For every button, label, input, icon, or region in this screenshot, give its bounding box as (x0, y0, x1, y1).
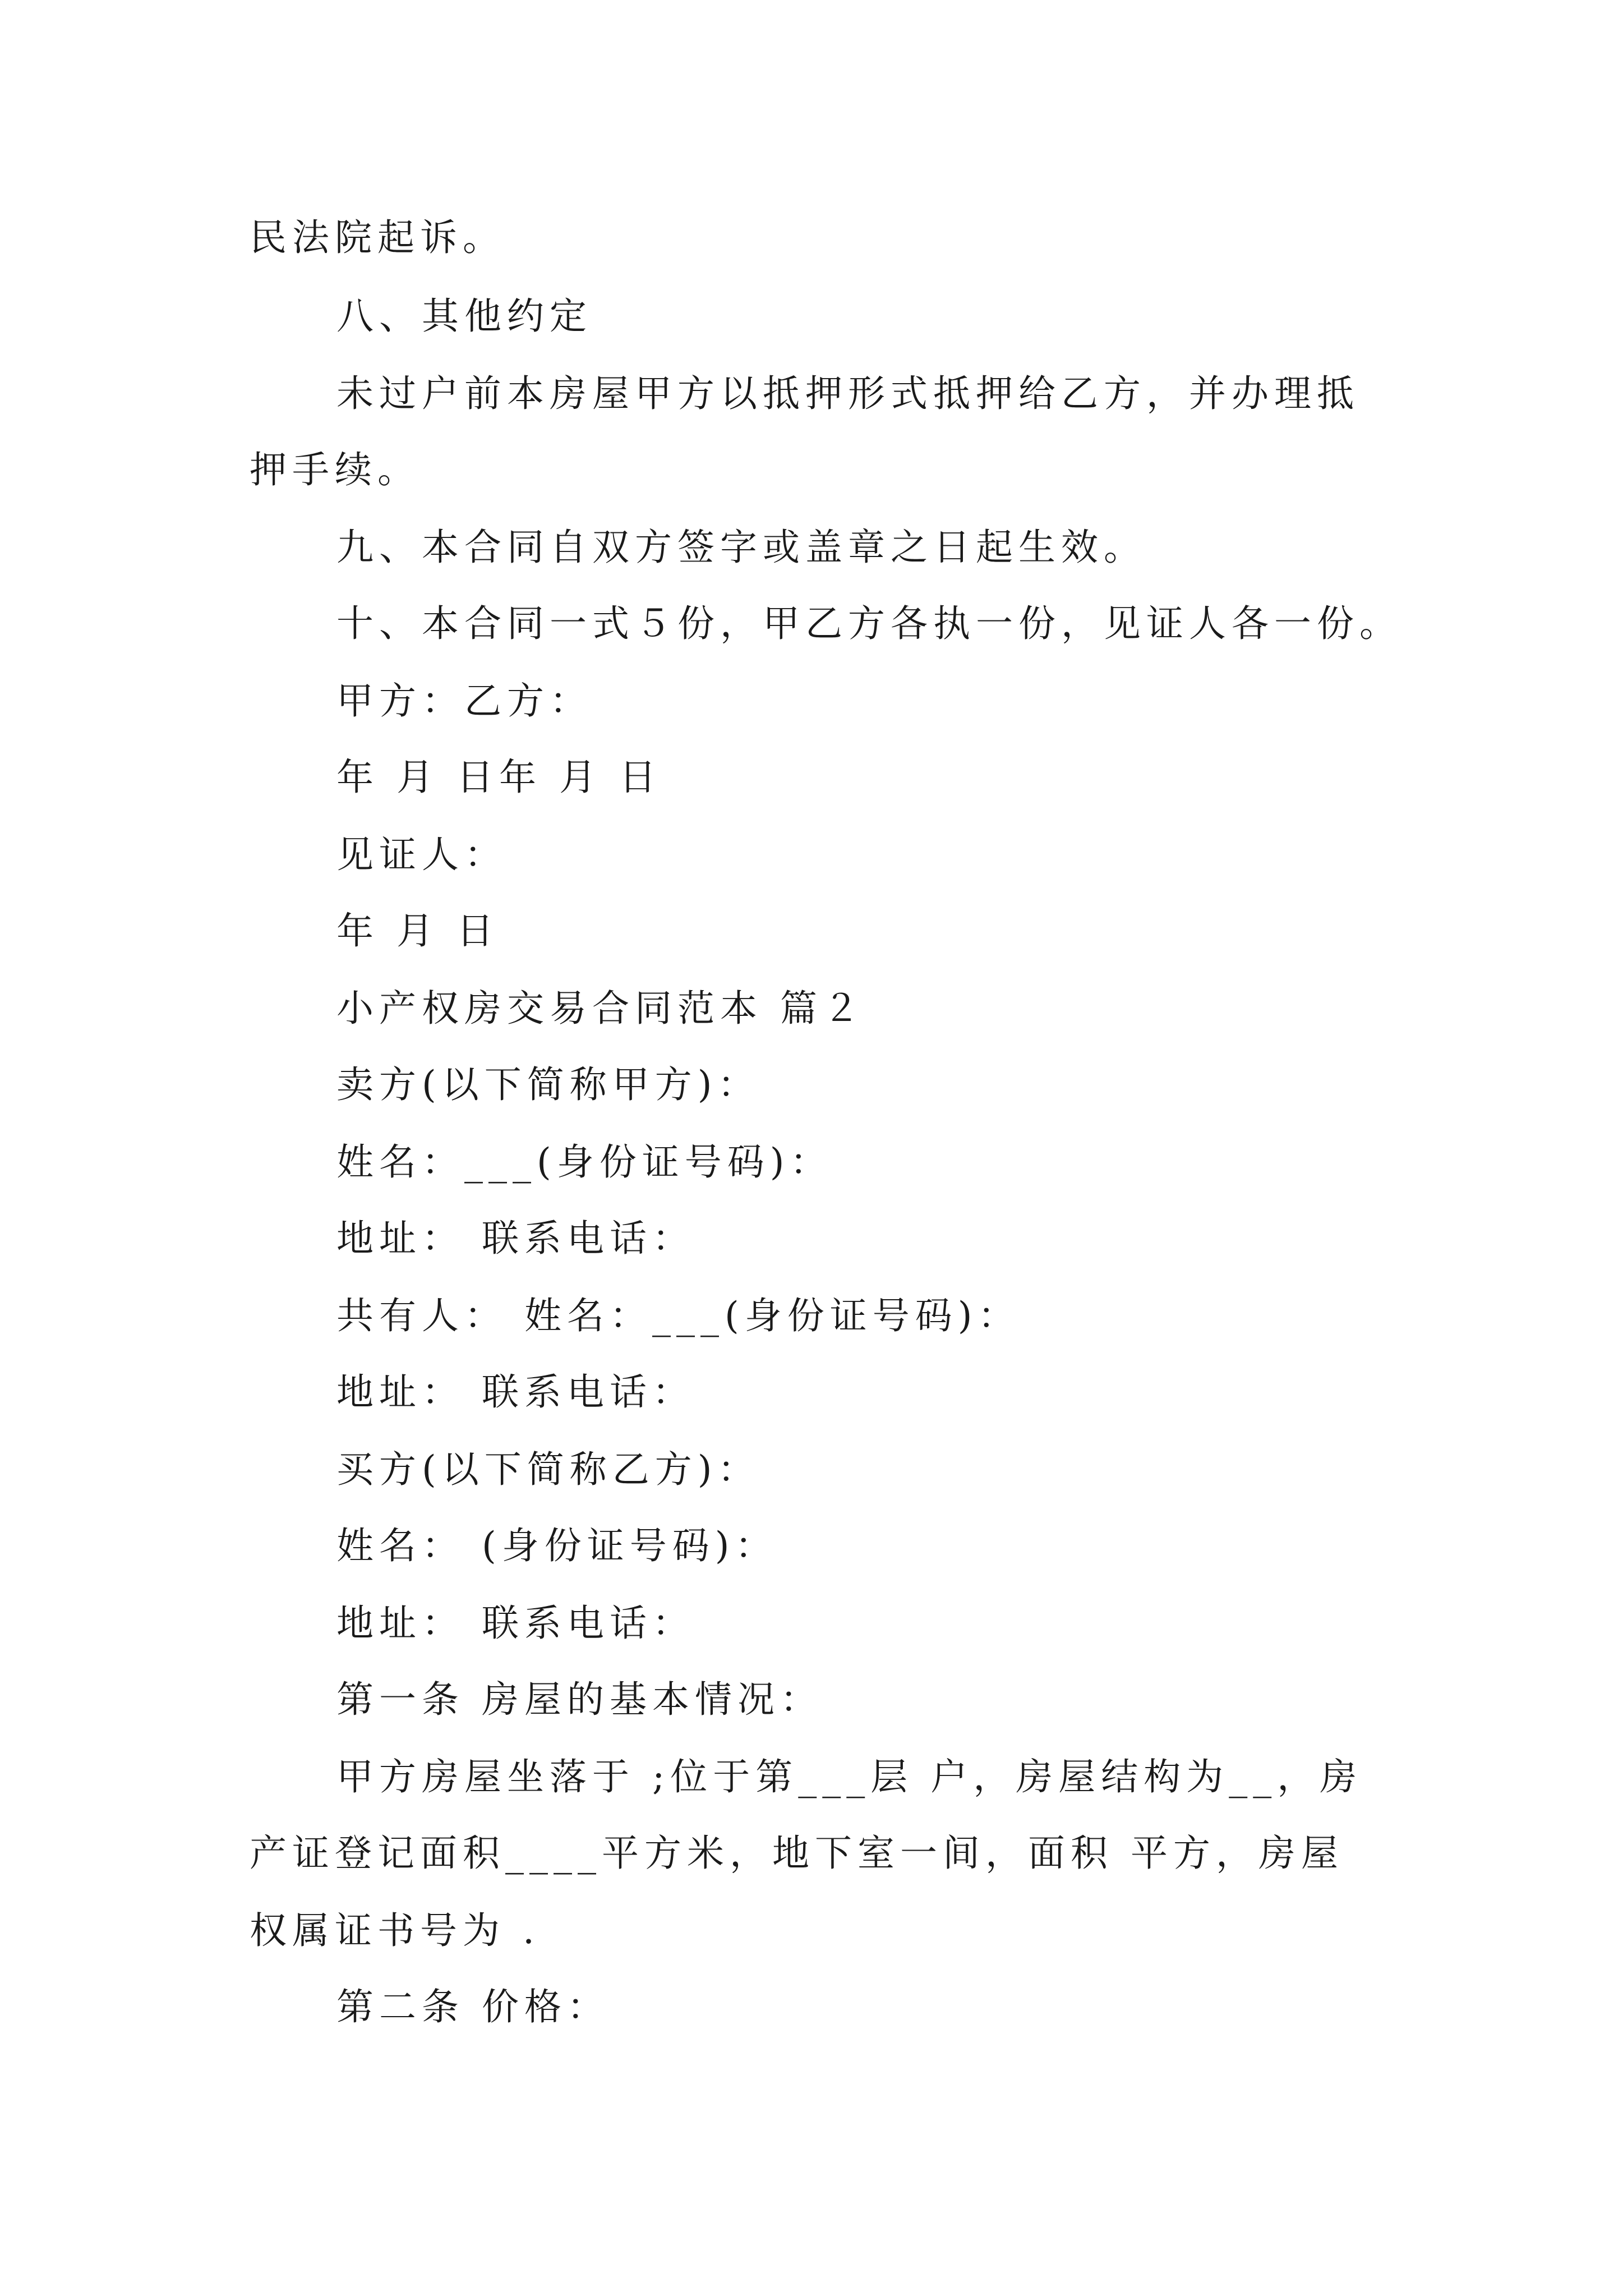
date-line: 年 月 日 (336, 909, 499, 953)
signature-line: 甲方：乙方： (336, 679, 592, 723)
text-line: 产证登记面积____平方米，地下室一间，面积 平方，房屋 (250, 1832, 1344, 1875)
text-line: 甲方房屋坐落于 ;位于第___层 户，房屋结构为__，房 (336, 1755, 1363, 1798)
section-heading: 八、其他约定 (336, 295, 592, 338)
witness-line: 见证人： (336, 833, 507, 876)
text-line: 未过户前本房屋甲方以抵押形式抵押给乙方，并办理抵 (336, 372, 1359, 415)
form-line: 地址： 联系电话： (336, 1370, 695, 1414)
text-line: 卖方(以下简称甲方)： (336, 1063, 760, 1106)
document-title: 小产权房交易合同范本 篇２ (336, 987, 865, 1030)
form-line: 姓名：___(身份证号码)： (336, 1140, 833, 1184)
form-line: 姓名： (身份证号码)： (336, 1524, 778, 1567)
text-line: 买方(以下简称乙方)： (336, 1448, 760, 1491)
text-line: 权属证书号为 . (250, 1909, 540, 1952)
form-line: 共有人： 姓名：___(身份证号码)： (336, 1294, 1021, 1337)
text-line: 十、本合同一式５份，甲乙方各执一份，见证人各一份。 (336, 602, 1402, 645)
date-line: 年 月 日年 月 日 (336, 756, 662, 799)
article-heading: 第一条 房屋的基本情况： (336, 1678, 823, 1721)
text-line: 押手续。 (250, 448, 420, 491)
form-line: 地址： 联系电话： (336, 1602, 695, 1645)
text-line: 民法院起诉。 (250, 216, 505, 259)
article-heading: 第二条 价格： (336, 1985, 610, 2028)
form-line: 地址： 联系电话： (336, 1217, 695, 1260)
text-line: 九、本合同自双方签字或盖章之日起生效。 (336, 526, 1146, 569)
